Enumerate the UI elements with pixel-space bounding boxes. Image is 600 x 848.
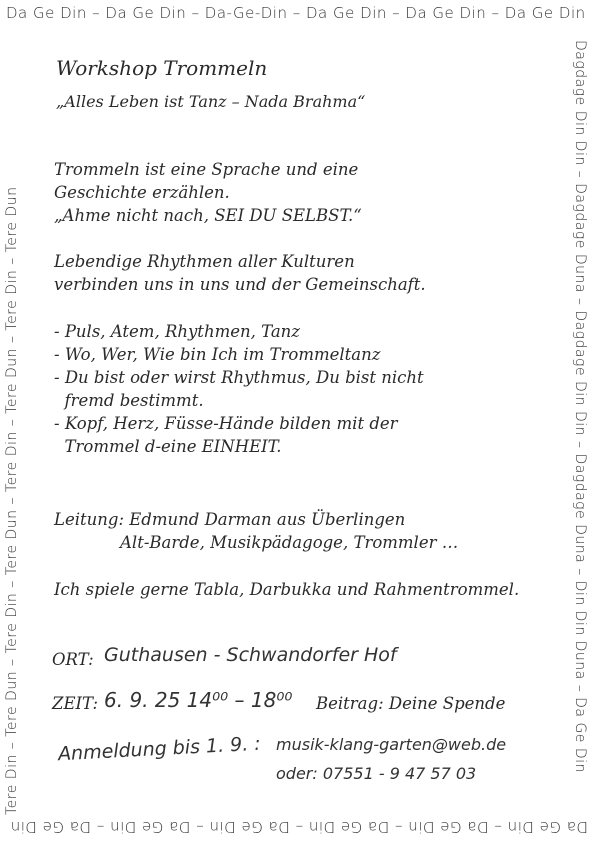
bullet-item: - Puls, Atem, Rhythmen, Tanz	[54, 322, 300, 341]
page-title: Workshop Trommeln	[56, 56, 268, 80]
bullet-list	[54, 320, 424, 458]
intro-paragraph	[54, 158, 362, 227]
bullet-item: - Wo, Wer, Wie bin Ich im Trommeltanz	[54, 345, 381, 364]
instruments-text: Ich spiele gerne Tabla, Darbukka und Rahmentrommel.	[54, 580, 520, 599]
border-left-text: Tere Din – Tere Dun – Tere Din – Tere Dun – Tere Din – Tere Dun – Tere Din – Tere Dun	[4, 186, 20, 815]
border-right-text: Dagdage Din Din – Dagdage Duna – Dagdage Din Din – Dagdage Duna – Din Din Duna – Da Ge Din	[572, 40, 588, 773]
leitung-line-1: Leitung: Edmund Darman aus Überlingen	[54, 510, 406, 529]
bullet-item: - Du bist oder wirst Rhythmus, Du bist nicht	[54, 368, 424, 387]
zeit-label: ZEIT:	[52, 694, 99, 713]
beitrag-text: Beitrag: Deine Spende	[316, 694, 506, 713]
leitung-paragraph	[54, 508, 458, 554]
email-text: musik-klang-garten@web.de	[276, 735, 507, 754]
leitung-line-2: Alt-Barde, Musikpädagoge, Trommler …	[120, 533, 459, 552]
anmeldung-label: Anmeldung bis 1. 9. :	[57, 732, 262, 766]
intro-line-1: Trommeln ist eine Sprache und eine	[54, 160, 359, 179]
intro-line-2: Geschichte erzählen.	[54, 183, 230, 202]
rhythms-line-2: verbinden uns in uns und der Gemeinschaft.	[54, 275, 426, 294]
bullet-item: Trommel d-eine EINHEIT.	[54, 437, 282, 456]
zeit-value: 6. 9. 25 14⁰⁰ – 18⁰⁰	[104, 688, 293, 712]
rhythms-line-1: Lebendige Rhythmen aller Kulturen	[54, 252, 355, 271]
ort-value: Guthausen - Schwandorfer Hof	[104, 644, 397, 666]
bullet-item: fremd bestimmt.	[54, 391, 204, 410]
border-top-text: Da Ge Din – Da Ge Din – Da-Ge-Din – Da Ge Din – Da Ge Din – Da Ge Din	[6, 4, 586, 22]
phone-text: oder: 07551 - 9 47 57 03	[276, 764, 477, 783]
rhythms-paragraph	[54, 250, 426, 296]
subtitle-quote: „Alles Leben ist Tanz – Nada Brahma“	[56, 92, 366, 111]
border-bottom-text: Da Ge Din – Da Ge Din – Da Ge Din – Da Ge Din – Da Ge Din – Da Ge Din	[10, 818, 588, 836]
intro-line-3: „Ahme nicht nach, SEI DU SELBST.“	[54, 206, 362, 225]
bullet-item: - Kopf, Herz, Füsse-Hände bilden mit der	[54, 414, 398, 433]
ort-label: ORT:	[52, 650, 94, 669]
